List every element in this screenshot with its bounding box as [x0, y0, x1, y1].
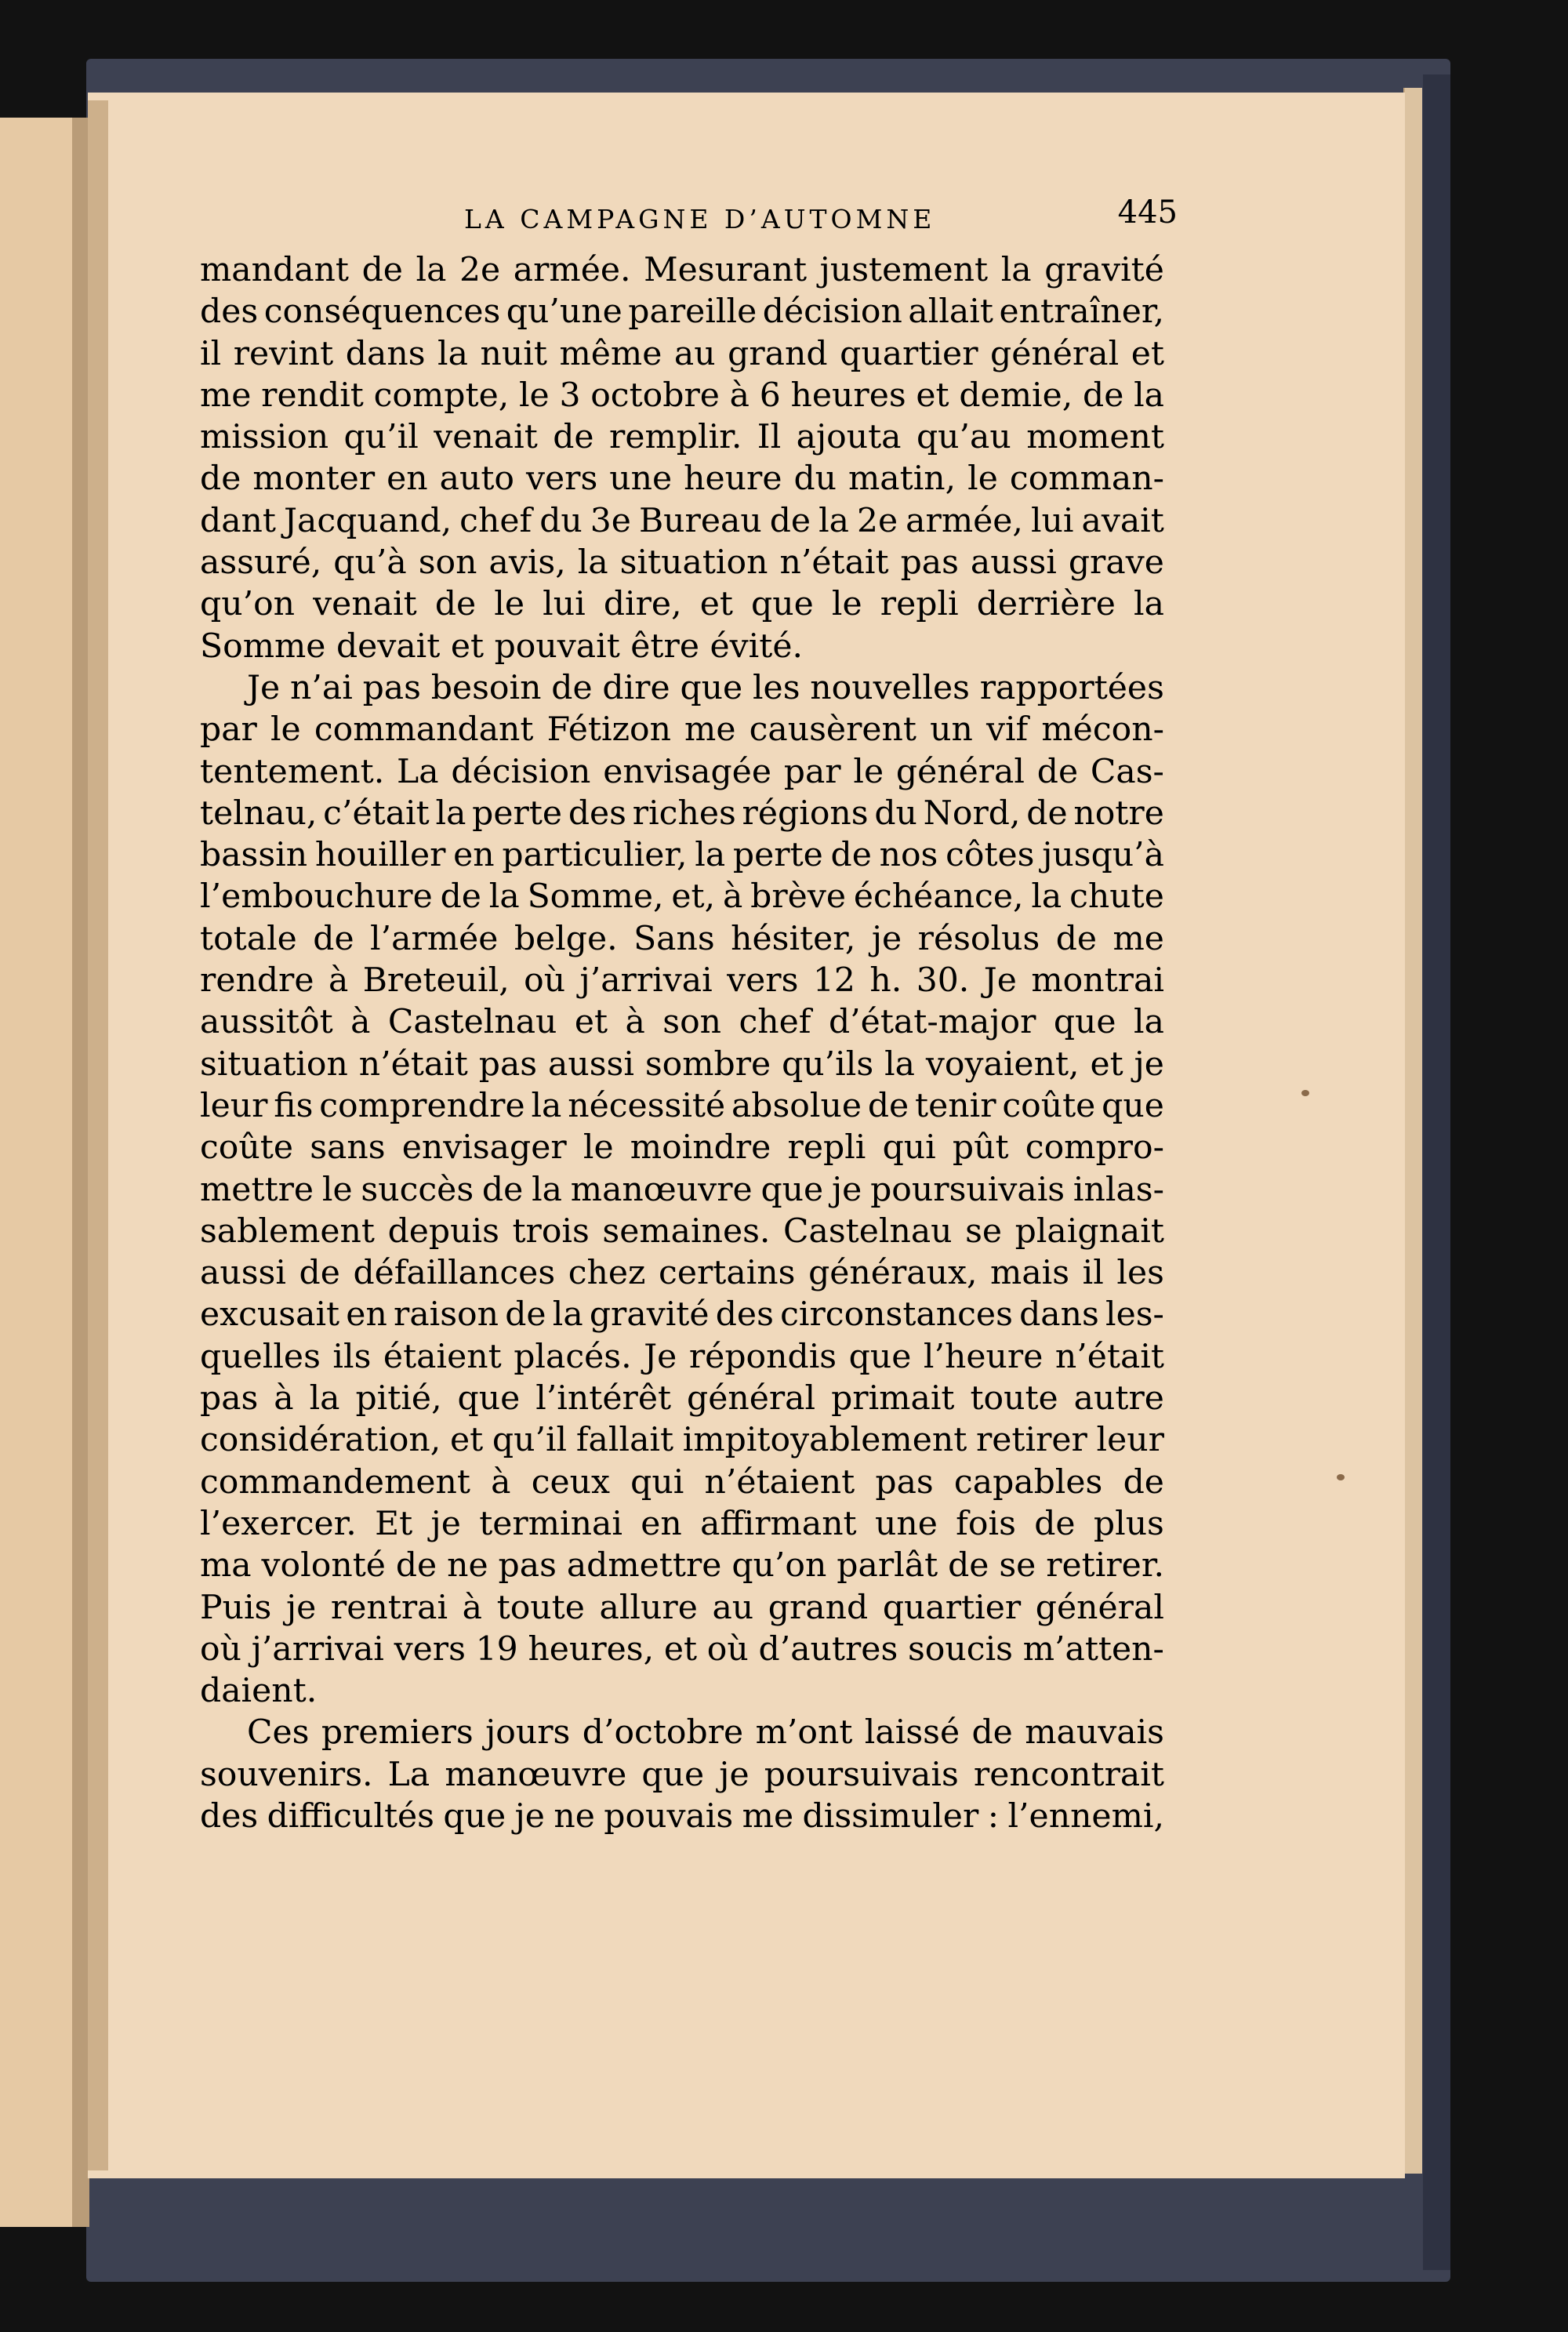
text-line: coûte sans envisager le moindre repli qui pût compro-: [200, 1128, 1164, 1168]
text-line: mandant de la 2e armée. Mesurant justement la gravité: [200, 251, 1164, 289]
text-line: telnau, c’était la perte des riches régions du Nord, de notre: [200, 794, 1164, 833]
text-line: qu’on venait de le lui dire, et que le repli derrière la: [200, 585, 1164, 624]
page-stack-edge: [1403, 88, 1422, 2174]
paper-speck: [1337, 1474, 1345, 1480]
text-line: aussitôt à Castelnau et à son chef d’état-major que la: [200, 1003, 1164, 1042]
text-line: de monter en auto vers une heure du matin, le comman-: [200, 459, 1164, 499]
text-line: ma volonté de ne pas admettre qu’on parlât de se retirer.: [200, 1546, 1164, 1586]
text-line: des difficultés que je ne pouvais me dissimuler : l’ennemi,: [200, 1796, 1164, 1836]
text-line: mettre le succès de la manœuvre que je poursuivais inlas-: [200, 1170, 1164, 1209]
text-line: rendre à Breteuil, où j’arrivai vers 12 h. 30. Je montrai: [200, 961, 1164, 1001]
page-header: [370, 194, 1178, 242]
text-line: Puis je rentrai à toute allure au grand quartier général: [200, 1588, 1164, 1627]
text-line: l’exercer. Et je terminai en affirmant une fois de plus: [200, 1504, 1164, 1543]
text-line: situation n’était pas aussi sombre qu’ils la voyaient, et je: [200, 1044, 1164, 1084]
text-line: il revint dans la nuit même au grand quartier général et: [200, 334, 1164, 373]
body-text: [200, 249, 1164, 1837]
gutter-shadow: [88, 100, 108, 2170]
previous-page-shadow: [72, 118, 89, 2227]
text-line: sablement depuis trois semaines. Castelnau se plaignait: [200, 1211, 1164, 1251]
text-line: l’embouchure de la Somme, et, à brève échéance, la chute: [200, 877, 1164, 917]
text-line: excusait en raison de la gravité des circonstances dans les-: [200, 1295, 1164, 1335]
text-line: Somme devait et pouvait être évité.: [200, 627, 803, 666]
text-line: quelles ils étaient placés. Je répondis que l’heure n’était: [200, 1337, 1164, 1376]
text-line: assuré, qu’à son avis, la situation n’était pas aussi grave: [200, 543, 1164, 583]
paper-speck: [1301, 1090, 1309, 1096]
text-line: tentement. La décision envisagée par le général de Cas-: [200, 752, 1164, 791]
cover-edge: [1423, 74, 1450, 2270]
text-line: bassin houiller en particulier, la perte de nos côtes jusqu’à: [200, 836, 1164, 875]
text-line: aussi de défaillances chez certains généraux, mais il les: [200, 1254, 1164, 1293]
text-line: souvenirs. La manœuvre que je poursuivais rencontrait: [200, 1755, 1164, 1794]
text-line: pas à la pitié, que l’intérêt général primait toute autre: [200, 1379, 1164, 1418]
text-line: Je n’ai pas besoin de dire que les nouvelles rapportées: [247, 668, 1164, 707]
text-line: dant Jacquand, chef du 3e Bureau de la 2e armée, lui avait: [200, 501, 1164, 540]
text-line: me rendit compte, le 3 octobre à 6 heures et demie, de la: [200, 376, 1164, 415]
text-line: des conséquences qu’une pareille décision allait entraîner,: [200, 292, 1164, 332]
text-line: où j’arrivai vers 19 heures, et où d’autres soucis m’atten-: [200, 1629, 1164, 1669]
text-line: totale de l’armée belge. Sans hésiter, je résolus de me: [200, 919, 1164, 958]
text-line: daient.: [200, 1672, 318, 1711]
text-line: mission qu’il venait de remplir. Il ajouta qu’au moment: [200, 418, 1164, 457]
text-line: considération, et qu’il fallait impitoyablement retirer leur: [200, 1421, 1164, 1460]
text-line: leur fis comprendre la nécessité absolue de tenir coûte que: [200, 1086, 1164, 1125]
text-line: par le commandant Fétizon me causèrent un vif mécon-: [200, 710, 1164, 750]
text-line: Ces premiers jours d’octobre m’ont laissé de mauvais: [247, 1713, 1164, 1753]
running-head: LA CAMPAGNE D’AUTOMNE: [464, 204, 936, 234]
text-line: commandement à ceux qui n’étaient pas capables de: [200, 1462, 1164, 1502]
page-number: 445: [1117, 194, 1178, 231]
